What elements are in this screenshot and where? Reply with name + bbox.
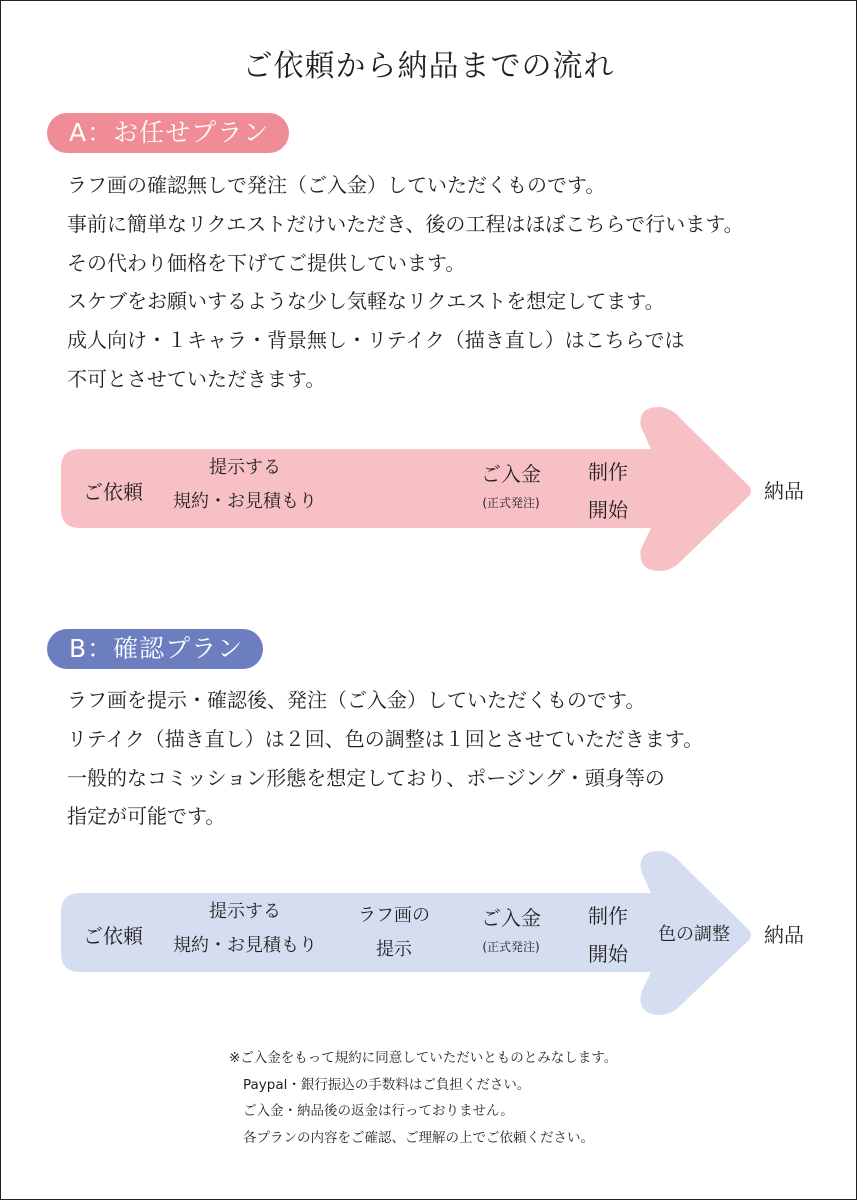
plan-b-step-terms (173, 895, 317, 963)
plan-a-step-payment (481, 455, 541, 513)
plan-b-step-terms-line1: 提示する (209, 901, 281, 922)
plan-a-line: 成人向け・１キャラ・背景無し・リテイク（描き直し）はこちらでは (67, 328, 685, 353)
plan-a-step-payment-label: ご入金 (481, 462, 541, 486)
plan-a-description (67, 166, 744, 399)
plan-b-step-rough-line1: ラフ画の (358, 905, 430, 926)
plan-b-step-terms-line2: 規約・お見積もり (173, 935, 317, 956)
plan-b-step-start (588, 897, 628, 973)
note-line: 各プランの内容をご確認、ご理解の上でご依頼ください。 (243, 1129, 594, 1146)
plan-b-description (67, 681, 703, 836)
note-line: ご入金・納品後の返金は行っておりません。 (243, 1103, 514, 1119)
plan-b-line: リテイク（描き直し）は２回、色の調整は１回とさせていただきます。 (67, 726, 704, 751)
plan-b-step-start-line2: 開始 (588, 942, 628, 966)
plan-b-step-color-adjust: 色の調整 (658, 924, 730, 945)
plan-a-step-terms-line1: 提示する (209, 457, 281, 478)
plan-b-step-payment-label: ご入金 (481, 906, 541, 930)
plan-a-line: 不可とさせていただきます。 (67, 366, 326, 391)
plan-a-line: ラフ画の確認無しで発注（ご入金）していただくものです。 (67, 173, 606, 197)
plan-b-step-rough-line2: 提示 (376, 939, 412, 960)
plan-b-step-rough (358, 899, 430, 967)
plan-a-line: スケブをお願いするような少し気軽なリクエストを想定してます。 (67, 289, 665, 314)
page-title: ご依頼から納品までの流れ (242, 49, 615, 84)
plan-a-step-request: ご依頼 (83, 480, 143, 504)
plan-b-line: ラフ画を提示・確認後、発注（ご入金）していただくものです。 (67, 688, 646, 712)
plan-b-step-payment-note: (正式発注) (482, 940, 540, 954)
notes (229, 1045, 617, 1151)
plan-b-line: 一般的なコミッション形態を想定しており、ポージング・頭身等の (67, 765, 665, 790)
plan-a-step-start-line1: 制作 (588, 460, 628, 484)
plan-a-badge: A：お任せプラン (47, 113, 289, 153)
plan-b-step-payment (481, 899, 541, 957)
plan-a-arrow-shape (61, 407, 751, 571)
plan-b-step-delivery: 納品 (764, 923, 804, 947)
plan-a-step-delivery: 納品 (764, 479, 804, 503)
plan-a-step-start (588, 453, 628, 529)
plan-a-line: その代わり価格を下げてご提供しています。 (67, 250, 466, 275)
plan-b-badge: B：確認プラン (47, 629, 263, 669)
note-line: ※ご入金をもって規約に同意していただいとものとみなします。 (229, 1050, 618, 1066)
plan-b-line: 指定が可能です。 (67, 804, 226, 829)
plan-a-step-start-line2: 開始 (588, 498, 628, 522)
plan-a-line: 事前に簡単なリクエストだけいただき、後の工程はほぼこちらで行います。 (67, 211, 744, 236)
plan-b-step-request: ご依頼 (83, 924, 143, 948)
plan-a-step-terms-line2: 規約・お見積もり (173, 491, 317, 512)
plan-a-step-payment-note: (正式発注) (482, 496, 540, 510)
note-line: Paypal・銀行振込の手数料はご負担ください。 (243, 1076, 531, 1093)
plan-a-step-terms (173, 451, 317, 519)
plan-b-step-start-line1: 制作 (588, 904, 628, 928)
